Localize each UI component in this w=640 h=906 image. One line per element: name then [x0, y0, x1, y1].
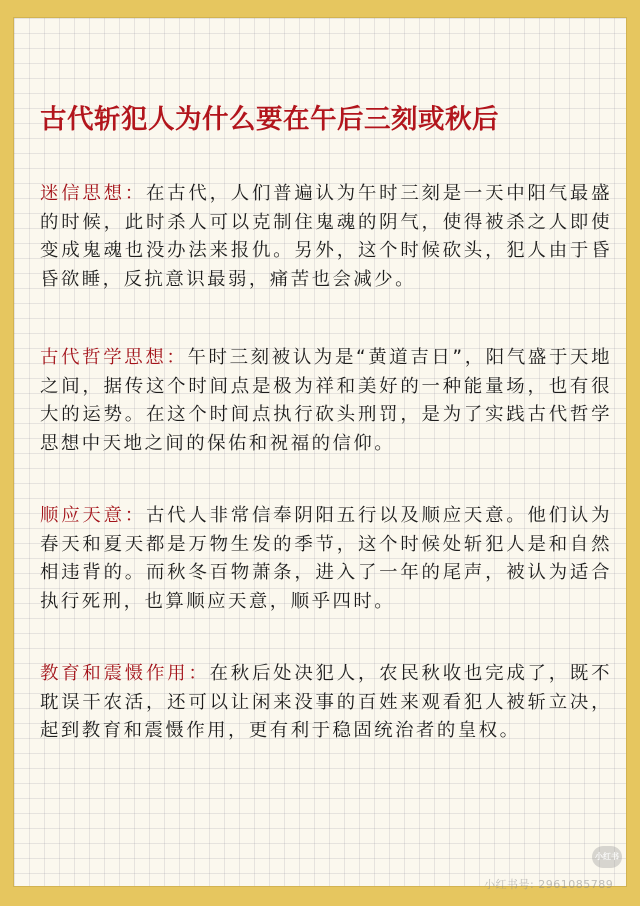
xiaohongshu-logo: 小红书: [592, 846, 622, 868]
section-text: 在古代，人们普遍认为午时三刻是一天中阳气最盛的时候，此时杀人可以克制住鬼魂的阴气，使得被杀之人即使变成鬼魂也没办法来报仇。另外，这个时候砍头，犯人由于昏昏欲睡，反抗意识最弱，痛苦也会减少。: [40, 183, 612, 290]
section-superstition: [40, 180, 612, 294]
note-card: [14, 18, 626, 886]
page-title: 古代斩犯人为什么要在午后三刻或秋后: [40, 104, 499, 135]
section-label: 顺应天意：: [40, 505, 146, 526]
section-label: 古代哲学思想：: [40, 347, 188, 368]
section-label: 迷信思想：: [40, 183, 146, 204]
section-text: 在秋后处决犯人，农民秋收也完成了，既不耽误干农活，还可以让闲来没事的百姓来观看犯人被斩立决，起到教育和震慑作用，更有利于稳固统治者的皇权。: [40, 663, 612, 741]
section-philosophy: [40, 344, 612, 458]
section-deterrence: [40, 660, 612, 746]
section-text: 午时三刻被认为是“黄道吉日”，阳气盛于天地之间，据传这个时间点是极为祥和美好的一种能量场，也有很大的运势。在这个时间点执行砍头刑罚，是为了实践古代哲学思想中天地之间的保佑和祝福的信仰。: [40, 347, 612, 454]
section-heaven-will: [40, 502, 612, 616]
section-text: 古代人非常信奉阴阳五行以及顺应天意。他们认为春天和夏天都是万物生发的季节，这个时候处斩犯人是和自然相违背的。而秋冬百物萧条，进入了一年的尾声，被认为适合执行死刑，也算顺应天意，顺乎四时。: [40, 505, 612, 612]
watermark-id: 小红书号: 2961085789: [484, 878, 614, 891]
section-label: 教育和震慑作用：: [40, 663, 210, 684]
